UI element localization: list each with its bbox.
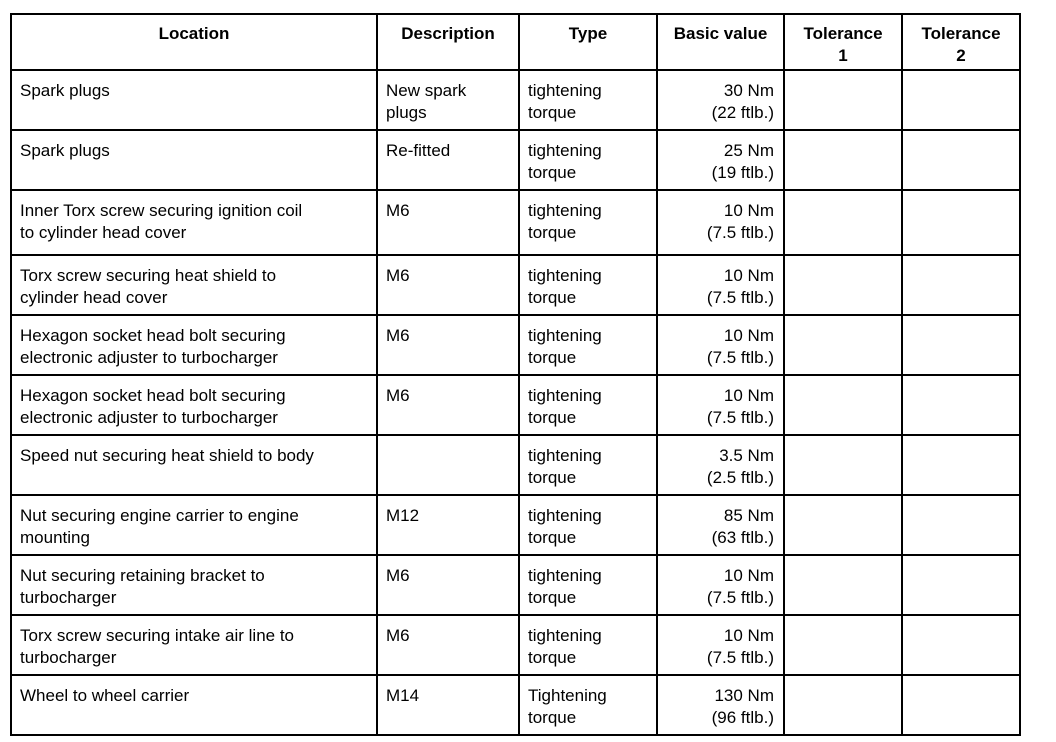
cell-location bbox=[11, 615, 377, 675]
cell-description-line: M6 bbox=[386, 566, 410, 585]
cell-location bbox=[11, 255, 377, 315]
cell-description-line: M12 bbox=[386, 506, 420, 525]
cell-description-line: M6 bbox=[386, 266, 410, 285]
cell-tolerance-2 bbox=[902, 70, 1020, 130]
cell-basic-value-line: (7.5 ftlb.) bbox=[706, 348, 774, 367]
header-type: Type bbox=[519, 14, 657, 70]
cell-description bbox=[377, 70, 519, 130]
cell-type bbox=[519, 255, 657, 315]
cell-tolerance-1 bbox=[784, 615, 902, 675]
cell-location-line: turbocharger bbox=[20, 588, 117, 607]
cell-basic-value-line: (19 ftlb.) bbox=[711, 163, 774, 182]
cell-basic-value bbox=[657, 375, 784, 435]
cell-basic-value-line: 130 Nm bbox=[714, 686, 774, 705]
cell-description-line: M6 bbox=[386, 626, 410, 645]
cell-type-line: torque bbox=[528, 708, 577, 727]
cell-tolerance-1 bbox=[784, 435, 902, 495]
cell-location bbox=[11, 130, 377, 190]
table-row bbox=[11, 495, 1020, 555]
cell-basic-value-line: (7.5 ftlb.) bbox=[706, 408, 774, 427]
cell-basic-value-line: (96 ftlb.) bbox=[711, 708, 774, 727]
cell-description-line: M6 bbox=[386, 201, 410, 220]
cell-type-line: torque bbox=[528, 588, 577, 607]
cell-location bbox=[11, 315, 377, 375]
header-description: Description bbox=[377, 14, 519, 70]
cell-basic-value-line: 10 Nm bbox=[723, 326, 774, 345]
cell-description-line: New spark bbox=[386, 81, 467, 100]
table-row bbox=[11, 315, 1020, 375]
cell-basic-value-line: 30 Nm bbox=[723, 81, 774, 100]
cell-type-line: torque bbox=[528, 468, 577, 487]
cell-type-line: torque bbox=[528, 528, 577, 547]
cell-location-line: Speed nut securing heat shield to body bbox=[20, 446, 314, 465]
cell-type-line: tightening bbox=[528, 506, 602, 525]
cell-type bbox=[519, 190, 657, 255]
cell-basic-value-line: 10 Nm bbox=[723, 201, 774, 220]
header-tolerance-1: Tolerance 1 bbox=[784, 14, 902, 70]
cell-type bbox=[519, 495, 657, 555]
cell-type-line: torque bbox=[528, 103, 577, 122]
cell-tolerance-2 bbox=[902, 555, 1020, 615]
cell-basic-value-line: 25 Nm bbox=[723, 141, 774, 160]
cell-tolerance-2 bbox=[902, 435, 1020, 495]
cell-type-line: torque bbox=[528, 288, 577, 307]
cell-tolerance-1 bbox=[784, 315, 902, 375]
cell-description bbox=[377, 190, 519, 255]
table-row bbox=[11, 255, 1020, 315]
header-basic-value: Basic value bbox=[657, 14, 784, 70]
table-row bbox=[11, 435, 1020, 495]
cell-basic-value bbox=[657, 555, 784, 615]
cell-description-line: plugs bbox=[386, 103, 427, 122]
cell-tolerance-2 bbox=[902, 190, 1020, 255]
cell-location bbox=[11, 435, 377, 495]
table-row bbox=[11, 375, 1020, 435]
cell-basic-value-line: 10 Nm bbox=[723, 626, 774, 645]
cell-description-line: M6 bbox=[386, 386, 410, 405]
cell-type bbox=[519, 70, 657, 130]
cell-description bbox=[377, 555, 519, 615]
cell-basic-value-line: 85 Nm bbox=[723, 506, 774, 525]
cell-basic-value bbox=[657, 435, 784, 495]
cell-tolerance-1 bbox=[784, 255, 902, 315]
cell-description bbox=[377, 315, 519, 375]
cell-type-line: Tightening bbox=[528, 686, 607, 705]
cell-location-line: electronic adjuster to turbocharger bbox=[20, 348, 278, 367]
cell-basic-value-line: 10 Nm bbox=[723, 386, 774, 405]
cell-description bbox=[377, 130, 519, 190]
cell-basic-value bbox=[657, 190, 784, 255]
cell-basic-value-line: (7.5 ftlb.) bbox=[706, 648, 774, 667]
cell-location-line: electronic adjuster to turbocharger bbox=[20, 408, 278, 427]
cell-location-line: Nut securing engine carrier to engine bbox=[20, 506, 299, 525]
cell-type-line: tightening bbox=[528, 446, 602, 465]
cell-type-line: torque bbox=[528, 408, 577, 427]
cell-description bbox=[377, 255, 519, 315]
cell-location-line: Spark plugs bbox=[20, 141, 110, 160]
cell-tolerance-2 bbox=[902, 495, 1020, 555]
table-row bbox=[11, 70, 1020, 130]
cell-tolerance-1 bbox=[784, 375, 902, 435]
cell-tolerance-2 bbox=[902, 130, 1020, 190]
cell-tolerance-2 bbox=[902, 375, 1020, 435]
cell-basic-value bbox=[657, 615, 784, 675]
cell-tolerance-1 bbox=[784, 130, 902, 190]
cell-tolerance-2 bbox=[902, 255, 1020, 315]
cell-location-line: Nut securing retaining bracket to bbox=[20, 566, 265, 585]
cell-description-line: M6 bbox=[386, 326, 410, 345]
cell-basic-value bbox=[657, 70, 784, 130]
cell-location-line: turbocharger bbox=[20, 648, 117, 667]
cell-type bbox=[519, 675, 657, 735]
cell-basic-value-line: (22 ftlb.) bbox=[711, 103, 774, 122]
cell-tolerance-1 bbox=[784, 555, 902, 615]
table-row bbox=[11, 675, 1020, 735]
cell-basic-value-line: (63 ftlb.) bbox=[711, 528, 774, 547]
cell-type-line: tightening bbox=[528, 626, 602, 645]
cell-location-line: Wheel to wheel carrier bbox=[20, 686, 190, 705]
cell-basic-value bbox=[657, 495, 784, 555]
cell-location bbox=[11, 190, 377, 255]
cell-basic-value bbox=[657, 315, 784, 375]
cell-type-line: torque bbox=[528, 223, 577, 242]
cell-basic-value bbox=[657, 130, 784, 190]
cell-location-line: Inner Torx screw securing ignition coil bbox=[20, 201, 303, 220]
cell-tolerance-2 bbox=[902, 675, 1020, 735]
cell-type-line: tightening bbox=[528, 81, 602, 100]
cell-description bbox=[377, 615, 519, 675]
cell-description-line: M14 bbox=[386, 686, 420, 705]
cell-tolerance-2 bbox=[902, 315, 1020, 375]
cell-location bbox=[11, 70, 377, 130]
cell-tolerance-1 bbox=[784, 70, 902, 130]
cell-location-line: cylinder head cover bbox=[20, 288, 168, 307]
cell-location-line: Torx screw securing heat shield to bbox=[20, 266, 277, 285]
header-tolerance-2: Tolerance 2 bbox=[902, 14, 1020, 70]
cell-type bbox=[519, 435, 657, 495]
cell-description bbox=[377, 375, 519, 435]
cell-type bbox=[519, 375, 657, 435]
cell-type-line: tightening bbox=[528, 566, 602, 585]
cell-description bbox=[377, 675, 519, 735]
torque-spec-table bbox=[10, 13, 1021, 736]
cell-type-line: tightening bbox=[528, 386, 602, 405]
cell-location bbox=[11, 375, 377, 435]
cell-description bbox=[377, 435, 519, 495]
cell-basic-value-line: (7.5 ftlb.) bbox=[706, 588, 774, 607]
table-row bbox=[11, 190, 1020, 255]
cell-basic-value bbox=[657, 675, 784, 735]
header-location: Location bbox=[11, 14, 377, 70]
cell-basic-value-line: (7.5 ftlb.) bbox=[706, 223, 774, 242]
cell-tolerance-2 bbox=[902, 615, 1020, 675]
cell-location-line: Spark plugs bbox=[20, 81, 110, 100]
cell-basic-value-line: (7.5 ftlb.) bbox=[706, 288, 774, 307]
cell-type bbox=[519, 130, 657, 190]
cell-location-line: to cylinder head cover bbox=[20, 223, 187, 242]
cell-location bbox=[11, 675, 377, 735]
table-row bbox=[11, 555, 1020, 615]
cell-basic-value bbox=[657, 255, 784, 315]
cell-type-line: tightening bbox=[528, 201, 602, 220]
cell-tolerance-1 bbox=[784, 495, 902, 555]
cell-type bbox=[519, 315, 657, 375]
cell-description-line: Re-fitted bbox=[386, 141, 451, 160]
cell-location-line: Hexagon socket head bolt securing bbox=[20, 326, 286, 345]
header-row bbox=[11, 14, 1020, 70]
cell-type-line: torque bbox=[528, 648, 577, 667]
cell-type bbox=[519, 555, 657, 615]
cell-type-line: torque bbox=[528, 348, 577, 367]
cell-tolerance-1 bbox=[784, 675, 902, 735]
cell-description bbox=[377, 495, 519, 555]
cell-tolerance-1 bbox=[784, 190, 902, 255]
table-row bbox=[11, 615, 1020, 675]
cell-basic-value-line: 3.5 Nm bbox=[719, 446, 774, 465]
cell-basic-value-line: 10 Nm bbox=[723, 566, 774, 585]
cell-location bbox=[11, 555, 377, 615]
cell-type-line: tightening bbox=[528, 141, 602, 160]
cell-type-line: tightening bbox=[528, 326, 602, 345]
cell-basic-value-line: 10 Nm bbox=[723, 266, 774, 285]
table-row bbox=[11, 130, 1020, 190]
cell-type-line: tightening bbox=[528, 266, 602, 285]
cell-location-line: Hexagon socket head bolt securing bbox=[20, 386, 286, 405]
cell-location-line: Torx screw securing intake air line to bbox=[20, 626, 295, 645]
cell-type-line: torque bbox=[528, 163, 577, 182]
cell-type bbox=[519, 615, 657, 675]
cell-basic-value-line: (2.5 ftlb.) bbox=[706, 468, 774, 487]
cell-location-line: mounting bbox=[20, 528, 90, 547]
cell-location bbox=[11, 495, 377, 555]
